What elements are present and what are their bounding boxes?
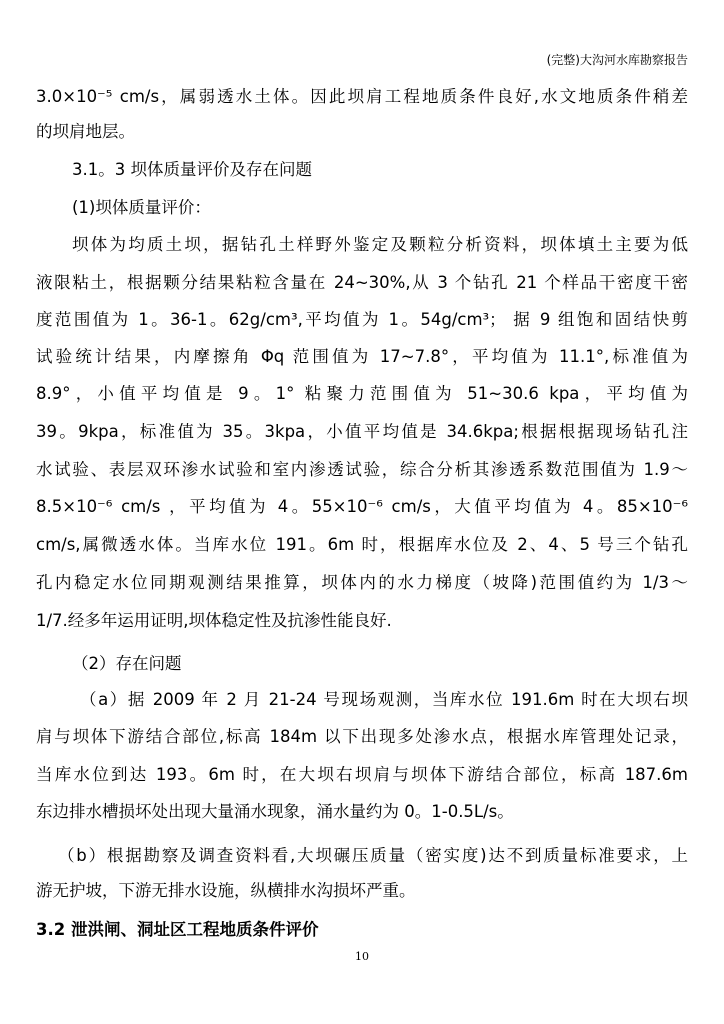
body-line: 游无护坡，下游无排水设施，纵横排水沟损坏严重。 [36,881,416,900]
body-line: 试验统计结果，内摩擦角 Φq 范围值为 17~7.8°，平均值为 11.1°,标准值为 [36,347,688,366]
body-line: 3.0×10⁻⁵ cm/s，属弱透水土体。因此坝肩工程地质条件良好,水文地质条件稍差 [36,87,688,106]
body-line: 肩与坝体下游结合部位,标高 184m 以下出现多处渗水点，根据水库管理处记录， [36,727,688,746]
body-line: 度范围值为 1。36-1。62g/cm³,平均值为 1。54g/cm³； 据 9 组饱和固结快剪 [36,310,688,329]
section-heading: 3.1。3 坝体质量评价及存在问题 [72,160,312,179]
body-line: cm/s,属微透水体。当库水位 191。6m 时，根据库水位及 2、4、5 号三个钻孔 [36,535,688,554]
subsection-heading: (1)坝体质量评价： [72,198,211,217]
body-line: （b）根据勘察及调查资料看,大坝碾压质量（密实度)达不到质量标准要求，上 [58,846,688,865]
subsection-heading: （2）存在问题 [72,654,182,673]
body-line: 39。9kpa，标准值为 35。3kpa，小值平均值是 34.6kpa;根据根据现场钻孔注 [36,422,688,441]
running-header: (完整)大沟河水库勘察报告 [546,53,688,67]
body-line: 坝体为均质土坝，据钻孔土样野外鉴定及颗粒分析资料，坝体填土主要为低 [72,235,688,254]
body-line: （a）据 2009 年 2 月 21-24 号现场观测，当库水位 191.6m 时在大坝右坝 [80,690,688,709]
body-line: 的坝肩地层。 [36,122,135,141]
body-line: 东边排水槽损坏处出现大量涌水现象，涌水量约为 0。1-0.5L/s。 [36,802,514,821]
body-line: 8.9°，小值平均值是 9。1° 粘聚力范围值为 51~30.6 kpa，平均值为 [36,384,688,403]
body-line: 1/7.经多年运用证明,坝体稳定性及抗渗性能良好. [36,611,392,630]
body-line: 孔内稳定水位同期观测结果推算，坝体内的水力梯度（坡降)范围值约为 1/3～ [36,573,688,592]
page-number: 10 [355,950,369,963]
body-line: 当库水位到达 193。6m 时，在大坝右坝肩与坝体下游结合部位，标高 187.6m [36,765,688,784]
body-line: 8.5×10⁻⁶ cm/s ，平均值为 4。55×10⁻⁶ cm/s，大值平均值为 4。85×10⁻⁶ [36,497,688,516]
body-line: 水试验、表层双环渗水试验和室内渗透试验，综合分析其渗透系数范围值为 1.9～ [36,460,688,479]
section-heading-bold: 3.2 泄洪闸、洞址区工程地质条件评价 [36,920,319,939]
body-line: 液限粘土，根据颗分结果粘粒含量在 24~30%,从 3 个钻孔 21 个样品干密度干密 [36,273,688,292]
